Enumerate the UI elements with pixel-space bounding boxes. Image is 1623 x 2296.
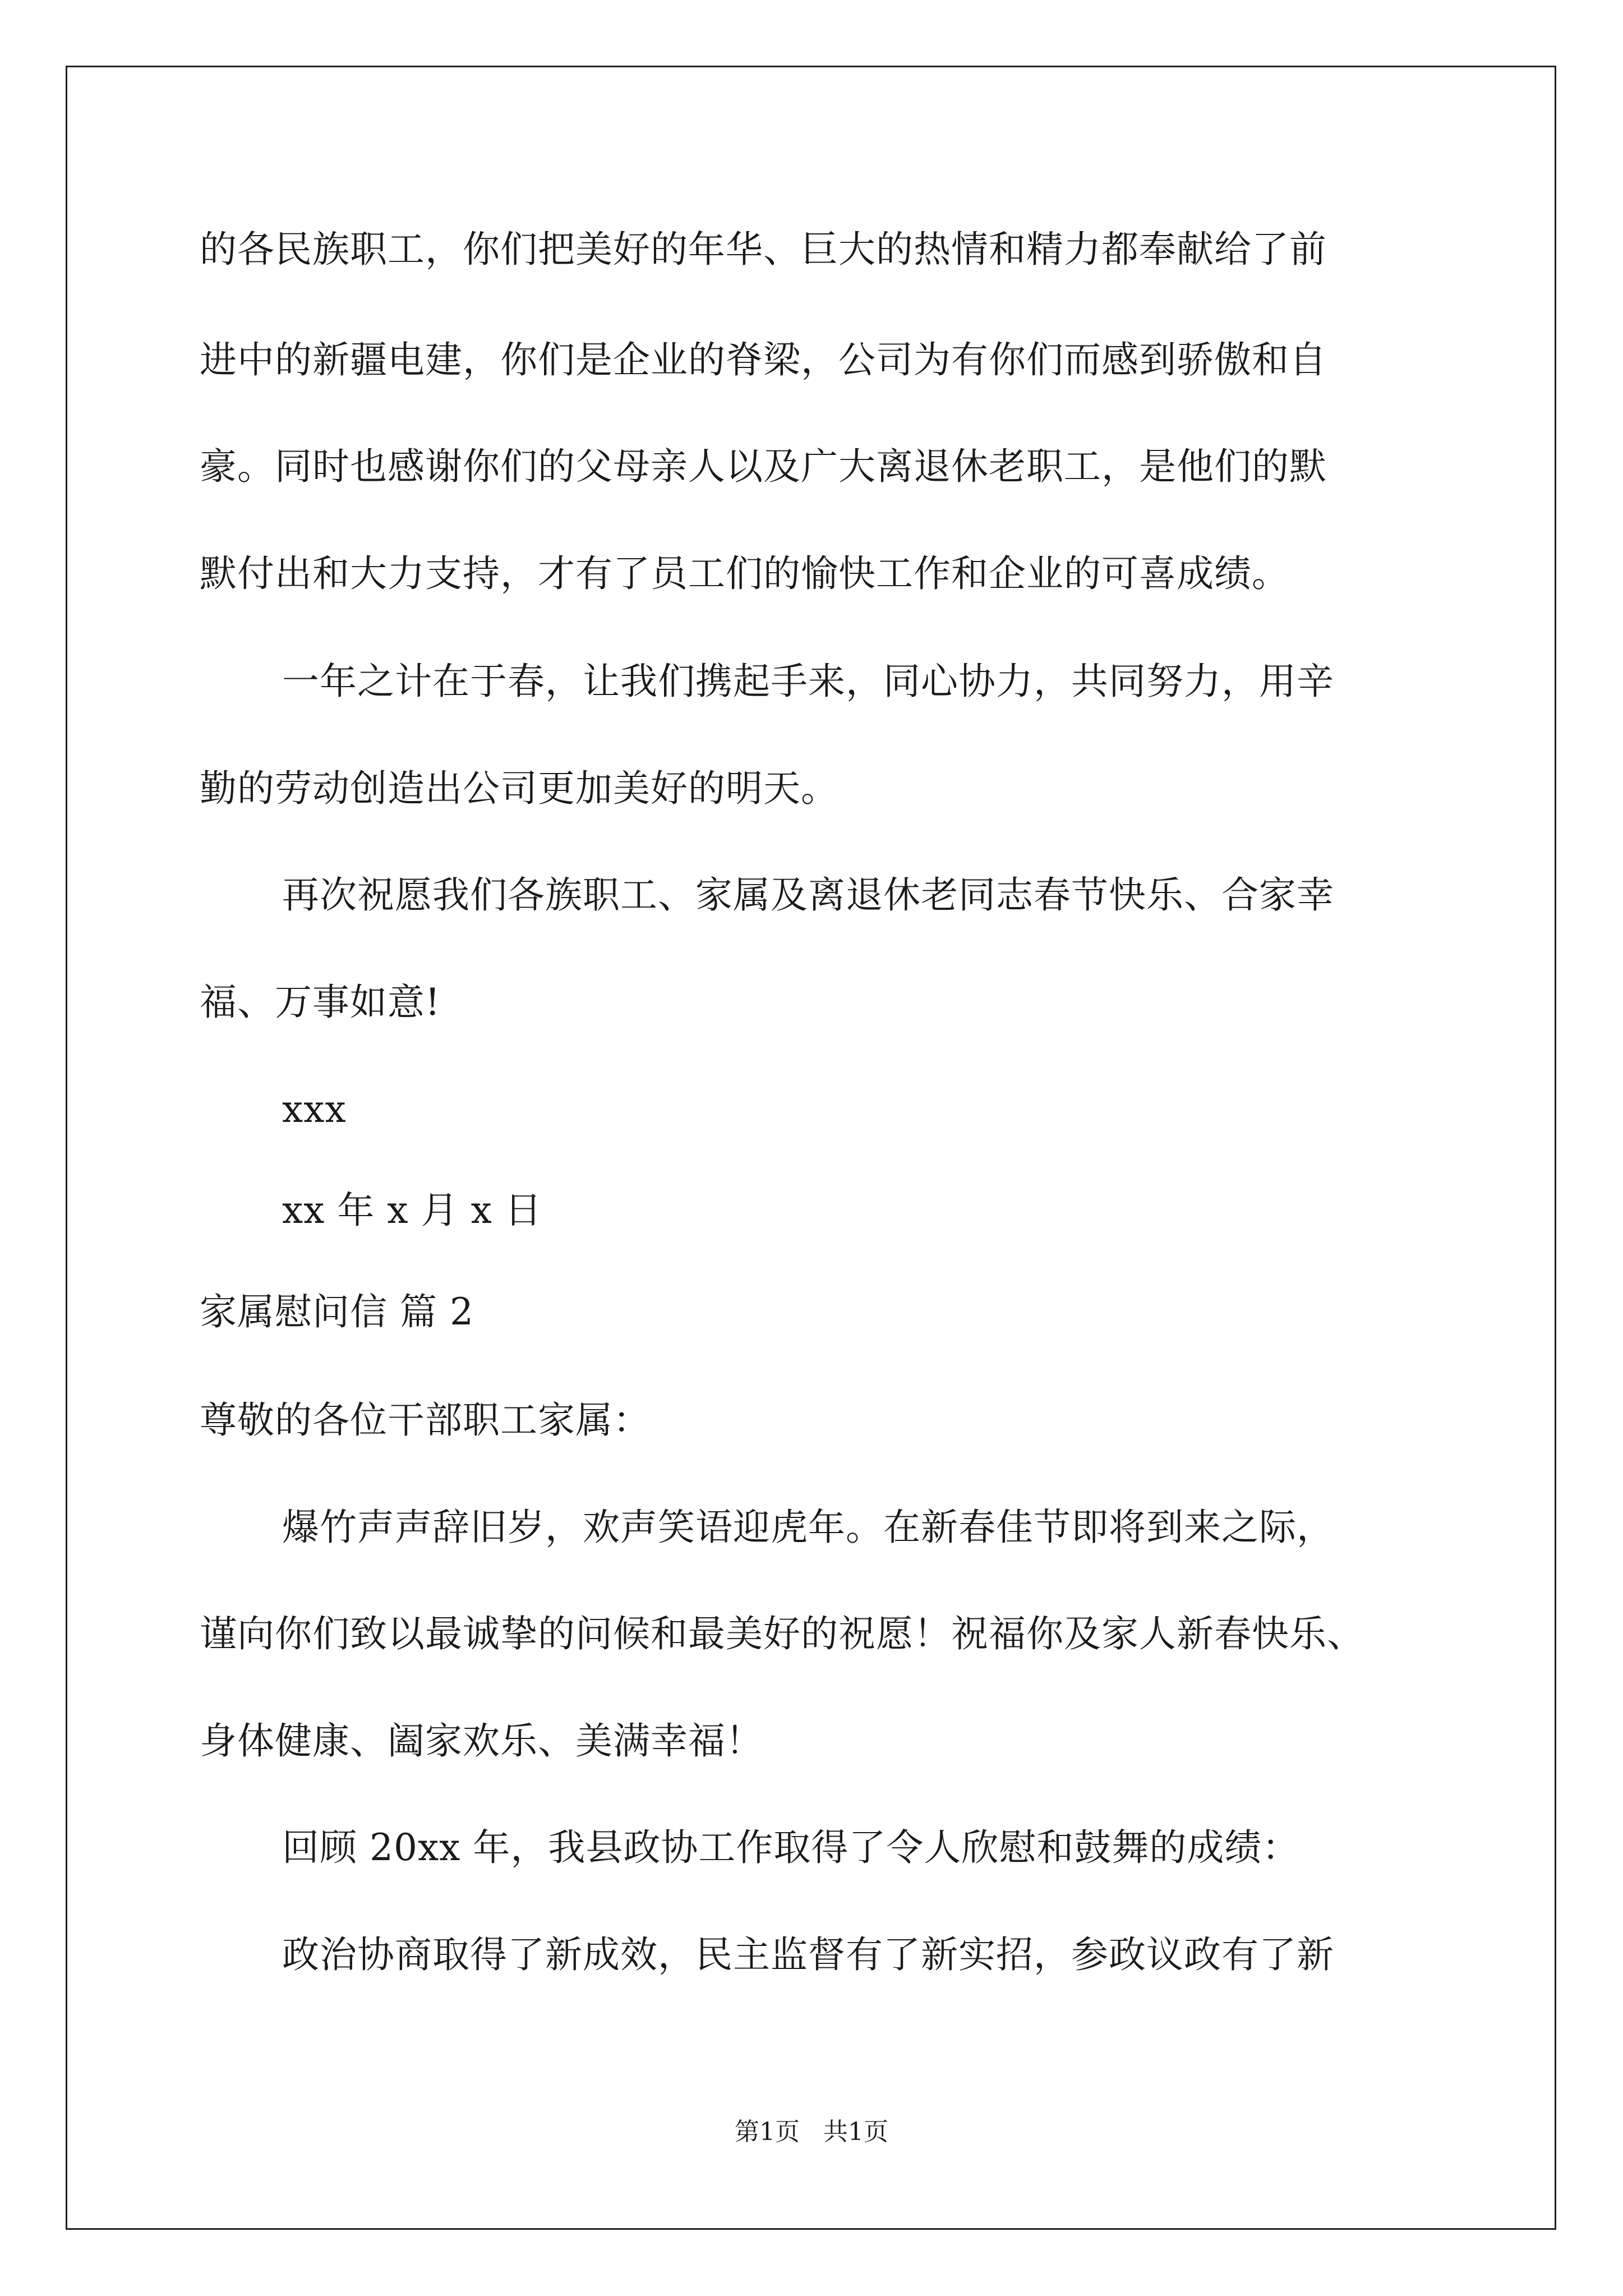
signature-name: xxx <box>282 1088 347 1131</box>
body-text-line: 谨向你们致以最诚挚的问候和最美好的祝愿！祝福你及家人新春快乐、 <box>200 1612 1364 1655</box>
body-text-line: 勤的劳动创造出公司更加美好的明天。 <box>200 767 838 810</box>
section-heading: 家属慰问信 篇 2 <box>200 1290 474 1333</box>
body-text-line: 身体健康、阖家欢乐、美满幸福！ <box>200 1719 763 1763</box>
body-text-line: 回顾 20xx 年，我县政协工作取得了令人欣慰和鼓舞的成绩： <box>282 1826 1300 1869</box>
body-text-line: 政治协商取得了新成效，民主监督有了新实招，参政议政有了新 <box>282 1933 1334 1976</box>
body-text-line: 再次祝愿我们各族职工、家属及离退休老同志春节快乐、合家幸 <box>282 873 1334 917</box>
page-number-footer: 第1页 共1页 <box>735 2118 888 2146</box>
salutation: 尊敬的各位干部职工家属： <box>200 1398 651 1442</box>
body-text-line: 一年之计在于春，让我们携起手来，同心协力，共同努力，用辛 <box>282 660 1334 703</box>
body-text-line: 的各民族职工，你们把美好的年华、巨大的热情和精力都奉献给了前 <box>200 228 1327 271</box>
body-text-line: 爆竹声声辞旧岁，欢声笑语迎虎年。在新春佳节即将到来之际， <box>282 1506 1334 1549</box>
page-border <box>66 66 1556 2230</box>
signature-date: xx 年 x 月 x 日 <box>282 1189 542 1232</box>
body-text-line: 进中的新疆电建，你们是企业的脊梁，公司为有你们而感到骄傲和自 <box>200 338 1327 381</box>
body-text-line: 默付出和大力支持，才有了员工们的愉快工作和企业的可喜成绩。 <box>200 552 1289 595</box>
body-text-line: 豪。同时也感谢你们的父母亲人以及广大离退休老职工，是他们的默 <box>200 445 1327 488</box>
body-text-line: 福、万事如意! <box>200 981 441 1024</box>
